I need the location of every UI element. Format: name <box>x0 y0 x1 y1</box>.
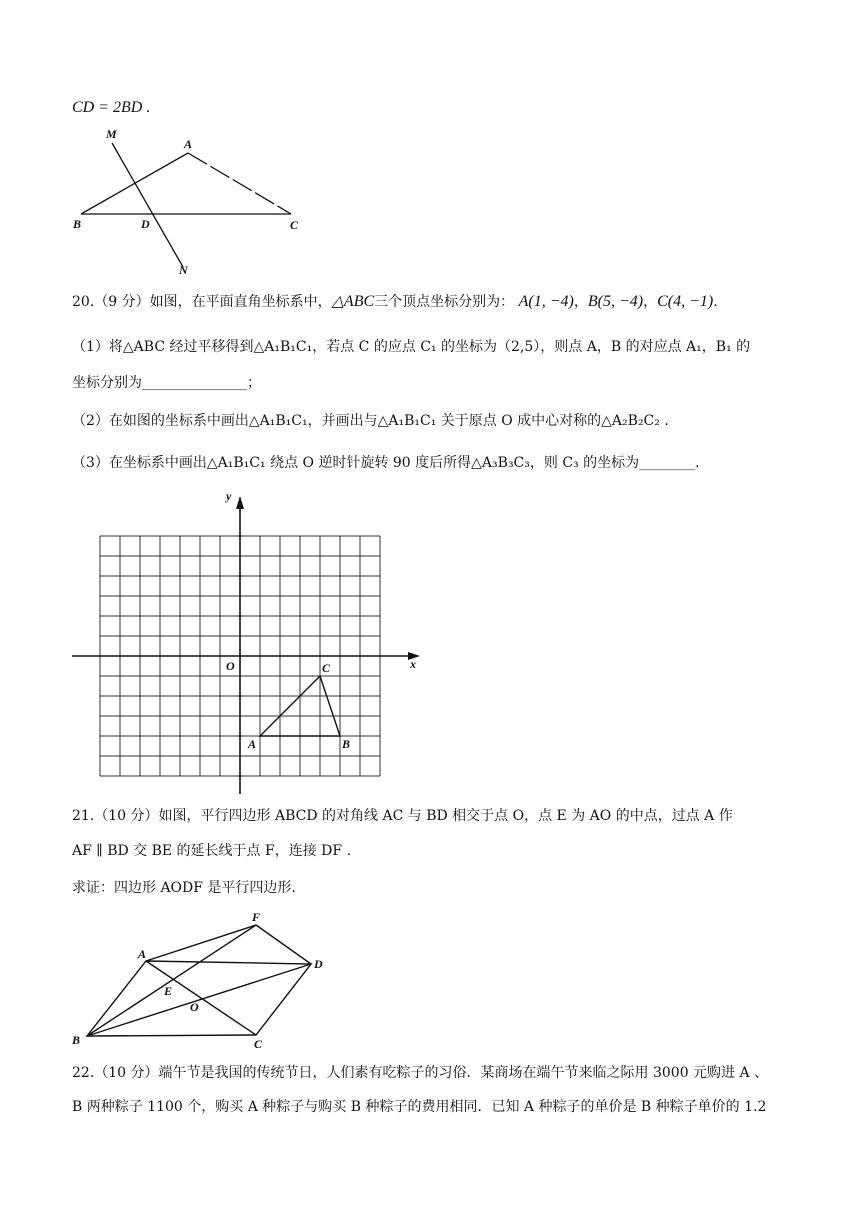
figure-parallelogram <box>66 908 336 1058</box>
q20-part3: （3）在坐标系中画出△A₁B₁C₁ 绕点 O 逆时针旋转 90 度后所得△A₃B₃C₃，则 C₃ 的坐标为________. <box>72 455 700 471</box>
q20-part1: （1）将△ABC 经过平移得到△A₁B₁C₁，若点 C 的应点 C₁ 的坐标为（2,5），则点 A，B 的对应点 A₁，B₁ 的 <box>72 339 751 355</box>
figure-triangle-bisector <box>70 124 310 280</box>
label-m: M <box>106 127 117 141</box>
label-a: A <box>138 947 147 961</box>
q20-stem: 20.（9 分）如图，在平面直角坐标系中，△ABC三个顶点坐标分别为： A(1, −4)，B(5, −4)，C(4, −1). <box>72 293 718 310</box>
point-b-label: B <box>342 737 351 751</box>
diagonal-ac <box>146 961 256 1035</box>
label-c: C <box>254 1037 263 1051</box>
label-b: B <box>73 217 82 231</box>
y-axis-label: y <box>226 489 232 503</box>
label-b: B <box>72 1033 81 1047</box>
label-o: O <box>190 1000 199 1014</box>
origin-label: O <box>226 659 235 673</box>
q21-line1: 21.（10 分）如图，平行四边形 ABCD 的对角线 AC 与 BD 相交于点 O，点 E 为 AO 的中点，过点 A 作 <box>72 808 733 824</box>
label-a: A <box>184 137 193 151</box>
x-axis-label: x <box>410 657 416 671</box>
segment-df <box>256 925 311 964</box>
y-axis-arrow-icon <box>236 496 244 509</box>
point-c-label: C <box>322 661 331 675</box>
label-n: N <box>179 263 188 277</box>
equation-cd: CD = 2BD . <box>72 99 151 116</box>
label-c: C <box>290 218 299 232</box>
segment-ac <box>188 153 291 214</box>
segment-bf <box>87 925 256 1036</box>
label-d: D <box>141 217 150 231</box>
coordinate-grid <box>60 488 430 798</box>
label-e: E <box>164 984 173 998</box>
q22-line1: 22.（10 分）端午节是我国的传统节日，人们素有吃粽子的习俗．某商场在端午节来临之际用 3000 元购进 A 、 <box>72 1065 769 1081</box>
q21-line3: 求证：四边形 AODF 是平行四边形. <box>72 880 296 896</box>
q21-line2: AF ∥ BD 交 BE 的延长线于点 F，连接 DF . <box>72 843 352 859</box>
segment-af <box>146 925 256 961</box>
segment-ab <box>81 153 188 214</box>
point-a-label: A <box>248 737 257 751</box>
q22-line2: B 两种粽子 1100 个，购买 A 种粽子与购买 B 种粽子的费用相同．已知 A 种粽子的单价是 B 种粽子单价的 1.2 <box>72 1099 767 1115</box>
label-f: F <box>252 910 261 924</box>
label-d: D <box>314 957 323 971</box>
diagonal-bd <box>87 964 311 1036</box>
q20-part1-answer: 坐标分别为_______________； <box>72 375 261 391</box>
q20-part2: （2）在如图的坐标系中画出△A₁B₁C₁，并画出与△A₁B₁C₁ 关于原点 O 成中心对称的△A₂B₂C₂ . <box>72 413 669 429</box>
